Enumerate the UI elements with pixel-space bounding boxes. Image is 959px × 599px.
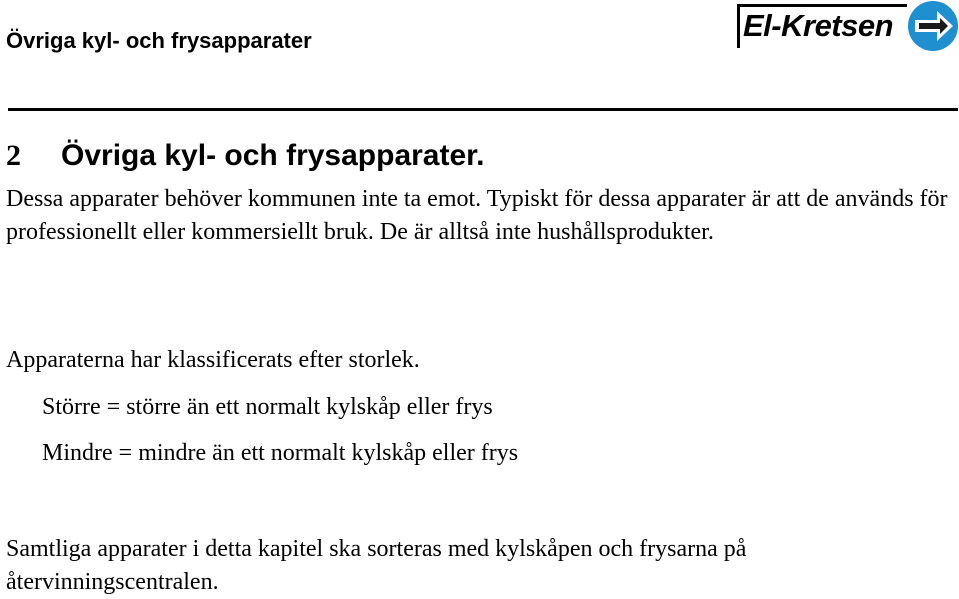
logo-text: El-Kretsen [737, 4, 907, 48]
header-title: Övriga kyl- och frysapparater [6, 28, 312, 53]
sorting-paragraph: Samtliga apparater i detta kapitel ska sorteras med kylskåpen och frysarna på återvinningscentralen. [6, 536, 747, 595]
el-kretsen-logo [737, 0, 959, 52]
section-title: Övriga kyl- och frysapparater. [61, 139, 485, 172]
arrow-circle-icon [907, 0, 959, 52]
intro-paragraph: Dessa apparater behöver kommunen inte ta emot. Typiskt för dessa apparater är att de används för professionellt eller kommersiellt bruk. De är alltså inte hushållsprodukter. [6, 186, 948, 245]
header-rule [8, 108, 958, 111]
smaller-definition: Mindre = mindre än ett normalt kylskåp eller frys [42, 440, 519, 466]
section-heading [6, 139, 485, 173]
larger-definition: Större = större än ett normalt kylskåp eller frys [42, 394, 493, 420]
section-number: 2 [6, 139, 21, 172]
classification-paragraph: Apparaterna har klassificerats efter storlek. [6, 347, 420, 373]
